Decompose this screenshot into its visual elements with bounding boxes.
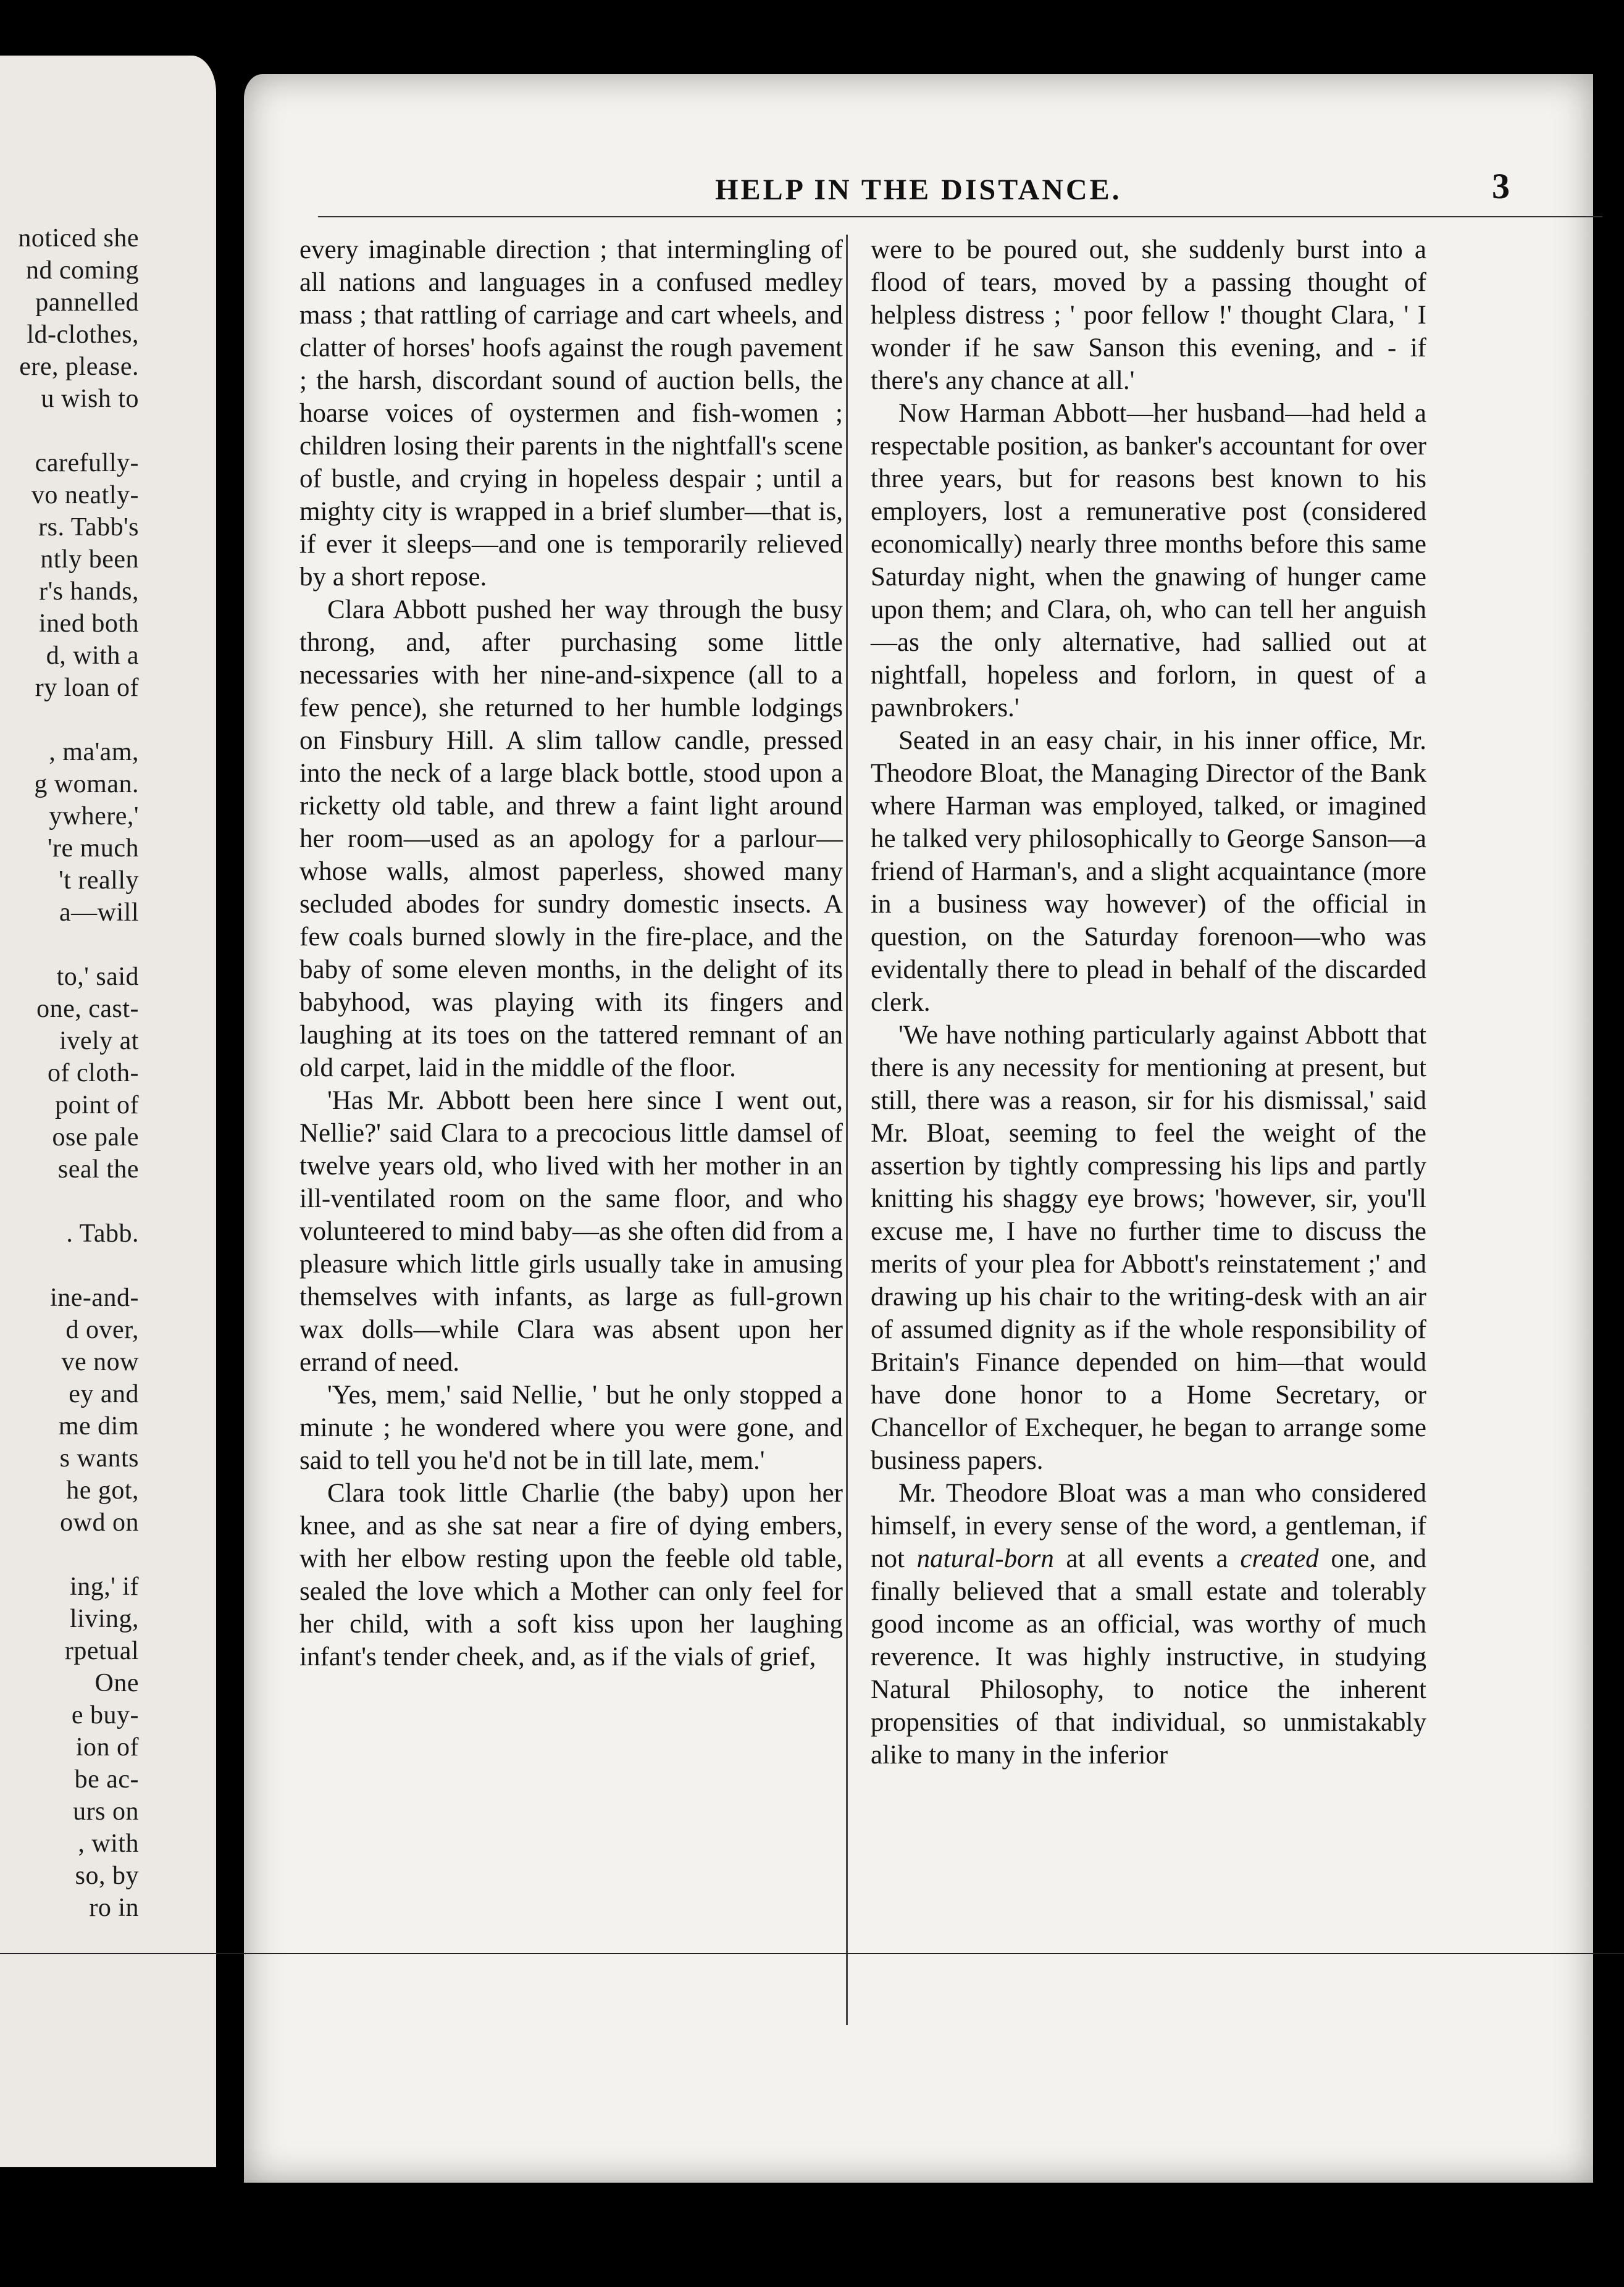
text-run: one, and finally believed that a small estate and tolerably good income as an official, was worthy of much reverence. It was highly instructive, in studying Natural Philosophy, to notice the inherent propensities of that individual, so unmistakably alike to many in the inferior xyxy=(871,1544,1427,1770)
left-fragment-line: g woman. xyxy=(34,770,139,798)
left-fragment-line: so, by xyxy=(75,1862,139,1890)
paragraph: Now Harman Abbott—her husband—had held a respectable position, as banker's accountant for over three years, but for reasons best known to his employers, lost a remunerative post (considered economically) nearly three months before this same Saturday night, when the gnawing of hunger came upon them; and Clara, oh, who can tell her anguish—as the only alternative, had sallied out at nightfall, hopeless and forlorn, in quest of a pawnbrokers.' xyxy=(871,399,1426,722)
left-fragment-line: ing,' if xyxy=(70,1573,139,1601)
text-column-1 xyxy=(299,233,843,1673)
left-page-fragment xyxy=(0,56,216,2167)
left-fragment-line: ion of xyxy=(75,1733,139,1762)
scan-fold-line xyxy=(0,1953,1624,1954)
paragraph: 'Yes, mem,' said Nellie, ' but he only stopped a minute ; he wondered where you were gone, and said to tell you he'd not be in till late, mem.' xyxy=(299,1381,843,1475)
left-fragment-line: noticed she xyxy=(18,224,139,253)
left-fragment-line: 't really xyxy=(59,866,139,895)
left-fragment-line: ry loan of xyxy=(35,674,139,702)
italic-run: created xyxy=(1240,1544,1319,1573)
paragraph: every imaginable direction ; that intermingling of all nations and languages in a confused medley mass ; that rattling of carriage and cart wheels, and clatter of horses' hoofs against the rough pavement ; the harsh, discordant sound of auction bells, the hoarse voices of oystermen and fish-women ; children losing their parents in the nightfall's scene of bustle, and crying in hopeless despair ; until a mighty city is wrapped in a brief slumber—that is, if ever it sleeps—and one is temporarily relieved by a short repose. xyxy=(299,235,843,592)
left-fragment-line: point of xyxy=(55,1091,139,1119)
left-fragment-line: living, xyxy=(69,1605,139,1633)
left-fragment-line: carefully- xyxy=(35,449,139,477)
paragraph: Clara Abbott pushed her way through the busy throng, and, after purchasing some little necessaries with her nine-and-sixpence (all to a few pence), she returned to her humble lodgings on Finsbury Hill. A slim tallow candle, pressed into the neck of a large black bottle, stood upon a ricketty old table, and threw a faint light around her room—used as an apology for a parlour—whose walls, almost paperless, showed many secluded abodes for sundry domestic insects. A few coals burned slowly in the fire-place, and the baby of some eleven months, in the delight of its babyhood, was playing with its fingers and laughing at its toes on the tattered remnant of an old carpet, laid in the middle of the floor. xyxy=(299,595,843,1082)
left-fragment-line: ey and xyxy=(69,1380,139,1408)
page-number: 3 xyxy=(1492,166,1510,206)
text-run: at all events a xyxy=(1053,1544,1241,1573)
left-fragment-line: , ma'am, xyxy=(49,738,139,766)
italic-run: natural-born xyxy=(916,1544,1054,1573)
left-fragment-line: vo neatly- xyxy=(31,481,139,509)
text-run: Mr. Theodore Bloat was a man who considered himself, in every sense of the word, a gentleman, if not xyxy=(871,1479,1426,1573)
left-fragment-line: d over, xyxy=(65,1316,139,1344)
left-fragment-line: One xyxy=(94,1669,139,1697)
running-title: HELP IN THE DISTANCE. xyxy=(715,174,1122,206)
left-fragment-line: ro in xyxy=(89,1894,139,1922)
left-fragment-line: ere, please. xyxy=(19,353,139,381)
header-rule xyxy=(318,216,1602,217)
left-fragment-line: a—will xyxy=(59,898,139,927)
left-fragment-line xyxy=(0,1250,210,1282)
left-fragment-line: of cloth- xyxy=(48,1059,139,1087)
left-fragment-line: rpetual xyxy=(64,1637,139,1665)
left-fragment-line: ine-and- xyxy=(50,1284,139,1312)
paragraph: Seated in an easy chair, in his inner office, Mr. Theodore Bloat, the Managing Director of the Bank where Harman was employed, talked, or imagined he talked very philosophically to George Sanson—a friend of Harman's, and a slight acquaintance (more in a business way however) of the official in question, on the Saturday forenoon—who was evidentally there to plead in behalf of the discarded clerk. xyxy=(871,726,1426,1017)
right-page xyxy=(244,74,1593,2183)
left-fragment-line: owd on xyxy=(60,1508,139,1537)
left-fragment-line xyxy=(0,929,210,961)
left-fragment-line xyxy=(0,415,210,447)
left-fragment-line: ve now xyxy=(61,1348,139,1376)
column-separator xyxy=(846,235,848,2025)
paragraph: were to be poured out, she suddenly burst into a flood of tears, moved by a passing thought of helpless distress ; ' poor fellow !' thought Clara, ' I wonder if he saw Sanson this evening, and - if there's any chance at all.' xyxy=(871,235,1426,395)
left-fragment-line xyxy=(0,704,210,736)
left-fragment-line: be ac- xyxy=(74,1765,139,1794)
left-fragment-line: e buy- xyxy=(71,1701,139,1729)
left-fragment-line: ld-clothes, xyxy=(27,320,139,349)
paragraph xyxy=(871,1477,1426,1771)
left-fragment-line: seal the xyxy=(57,1155,139,1184)
paragraph: Clara took little Charlie (the baby) upon her knee, and as she sat near a fire of dying embers, with her elbow resting upon the feeble old table, sealed the love which a Mother can only feel for her child, with a soft kiss upon her laughing infant's tender cheek, and, as if the vials of grief, xyxy=(299,1479,843,1671)
gutter-shadow xyxy=(216,56,244,2167)
left-fragment-line: ose pale xyxy=(52,1123,139,1152)
left-fragment-line: pannelled xyxy=(35,288,139,317)
left-fragment-line: one, cast- xyxy=(36,995,139,1023)
left-fragment-line xyxy=(0,1185,210,1218)
left-page-text-column xyxy=(0,222,210,1924)
left-fragment-line: ined both xyxy=(39,609,139,638)
text-column-2 xyxy=(871,233,1426,1771)
left-fragment-line: ively at xyxy=(59,1027,139,1055)
left-fragment-line: to,' said xyxy=(56,963,139,991)
left-fragment-line xyxy=(0,1539,210,1571)
left-fragment-line: ywhere,' xyxy=(49,802,139,830)
left-fragment-line: 're much xyxy=(47,834,139,863)
left-fragment-line: u wish to xyxy=(41,385,139,413)
left-fragment-line: me dim xyxy=(58,1412,139,1440)
paragraph: 'We have nothing particularly against Abbott that there is any necessity for mentioning at present, but still, there was a reason, sir for his dismissal,' said Mr. Bloat, seeming to feel the weight of the assertion by tightly compressing his lips and partly knitting his shaggy eye brows; 'however, sir, you'll excuse me, I have no further time to discuss the merits of your plea for Abbott's reinstatement ;' and drawing up his chair to the writing-desk with an air of assumed dignity as if the whole responsibility of Britain's Finance depended on him—that would have done honor to a Home Secretary, or Chancellor of Exchequer, he began to arrange some business papers. xyxy=(871,1021,1426,1475)
left-fragment-line: nd coming xyxy=(26,256,139,285)
left-fragment-line: s wants xyxy=(59,1444,139,1473)
left-fragment-line: r's hands, xyxy=(39,577,139,606)
left-fragment-line: . Tabb. xyxy=(66,1219,139,1248)
paragraph: 'Has Mr. Abbott been here since I went out, Nellie?' said Clara to a precocious little damsel of twelve years old, who lived with her mother in an ill-ventilated room on the same floor, and who volunteered to mind baby—as she often did from a pleasure which little girls usually take in amusing themselves with infants, as large as full-grown wax dolls—while Clara was absent upon her errand of need. xyxy=(299,1086,843,1377)
left-fragment-line: he got, xyxy=(66,1476,139,1505)
left-fragment-line: ntly been xyxy=(40,545,139,574)
left-fragment-line: rs. Tabb's xyxy=(38,513,139,541)
left-fragment-line: d, with a xyxy=(46,642,139,670)
left-fragment-line: urs on xyxy=(73,1797,139,1826)
left-fragment-line: , with xyxy=(78,1829,139,1858)
